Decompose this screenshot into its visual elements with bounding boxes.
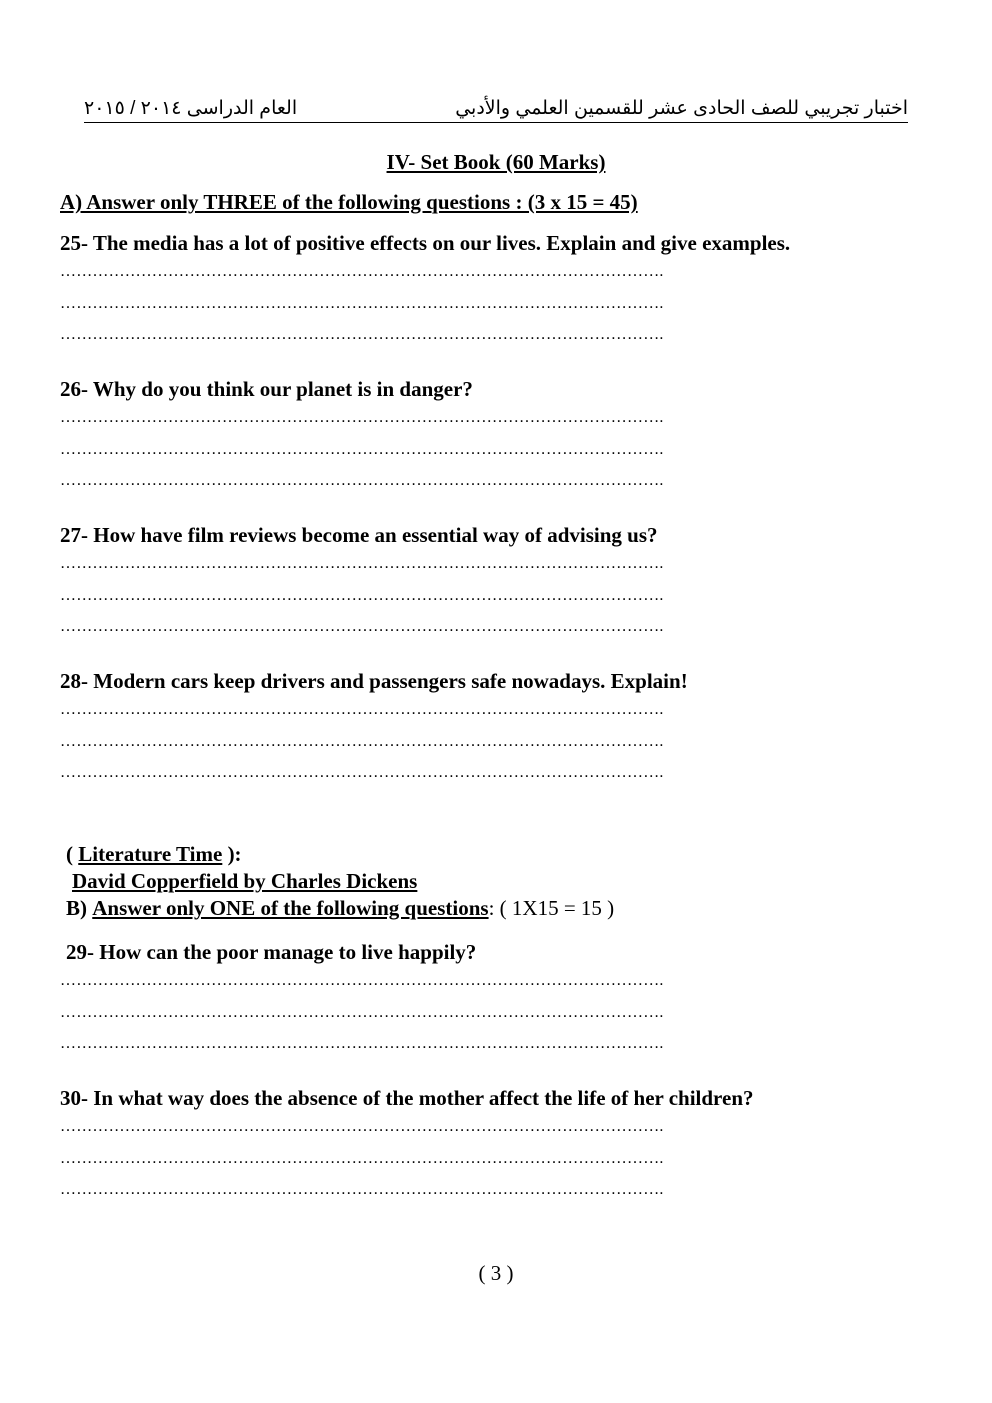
answer-line[interactable]: …………………………………………………………………………………………………. xyxy=(60,1036,664,1052)
part-a-instruction: A) Answer only THREE of the following questions : (3 x 15 = 45) xyxy=(60,190,638,214)
answer-line[interactable]: …………………………………………………………………………………………………. xyxy=(60,442,664,458)
page-number: ( 3 ) xyxy=(478,1261,514,1285)
part-b-marks: : ( 1X15 = 15 ) xyxy=(488,896,615,920)
literature-open-paren: ( xyxy=(66,842,73,866)
answer-line[interactable]: …………………………………………………………………………………………………. xyxy=(60,1182,664,1198)
answer-line[interactable]: …………………………………………………………………………………………………. xyxy=(60,264,664,280)
answer-line[interactable]: …………………………………………………………………………………………………. xyxy=(60,1151,664,1167)
answer-line[interactable]: …………………………………………………………………………………………………. xyxy=(60,556,664,572)
literature-heading xyxy=(66,842,242,867)
book-title: David Copperfield by Charles Dickens xyxy=(72,869,418,893)
answer-line[interactable]: …………………………………………………………………………………………………. xyxy=(60,734,664,750)
question-29: 29- How can the poor manage to live happily? xyxy=(66,940,477,964)
answer-line[interactable]: …………………………………………………………………………………………………. xyxy=(60,327,664,343)
question-30: 30- In what way does the absence of the mother affect the life of her children? xyxy=(60,1086,754,1110)
question-28: 28- Modern cars keep drivers and passengers safe nowadays. Explain! xyxy=(60,669,688,693)
answer-line[interactable]: …………………………………………………………………………………………………. xyxy=(60,410,664,426)
answer-line[interactable]: …………………………………………………………………………………………………. xyxy=(60,296,664,312)
literature-label: Literature Time xyxy=(78,842,223,866)
header-academic-year: العام الدراسى ٢٠١٤ / ٢٠١٥ xyxy=(84,98,298,119)
answer-line[interactable]: …………………………………………………………………………………………………. xyxy=(60,473,664,489)
section-title: IV- Set Book (60 Marks) xyxy=(386,150,606,174)
part-b-instruction xyxy=(66,896,614,921)
answer-line[interactable]: …………………………………………………………………………………………………. xyxy=(60,765,664,781)
answer-line[interactable]: …………………………………………………………………………………………………. xyxy=(60,619,664,635)
answer-line[interactable]: …………………………………………………………………………………………………. xyxy=(60,588,664,604)
answer-line[interactable]: …………………………………………………………………………………………………. xyxy=(60,1005,664,1021)
question-25: 25- The media has a lot of positive effects on our lives. Explain and give examples. xyxy=(60,231,791,255)
header-title: اختبار تجريبي للصف الحادى عشر للقسمين العلمي والأدبي xyxy=(455,98,908,119)
part-b-prefix: B) xyxy=(66,896,87,920)
answer-line[interactable]: …………………………………………………………………………………………………. xyxy=(60,1119,664,1135)
question-27: 27- How have film reviews become an essential way of advising us? xyxy=(60,523,658,547)
answer-line[interactable]: …………………………………………………………………………………………………. xyxy=(60,973,664,989)
question-26: 26- Why do you think our planet is in danger? xyxy=(60,377,473,401)
answer-line[interactable]: …………………………………………………………………………………………………. xyxy=(60,702,664,718)
page-header xyxy=(84,92,908,123)
literature-close-paren: ): xyxy=(227,842,242,866)
part-b-instruction-text: Answer only ONE of the following questions xyxy=(92,896,489,920)
